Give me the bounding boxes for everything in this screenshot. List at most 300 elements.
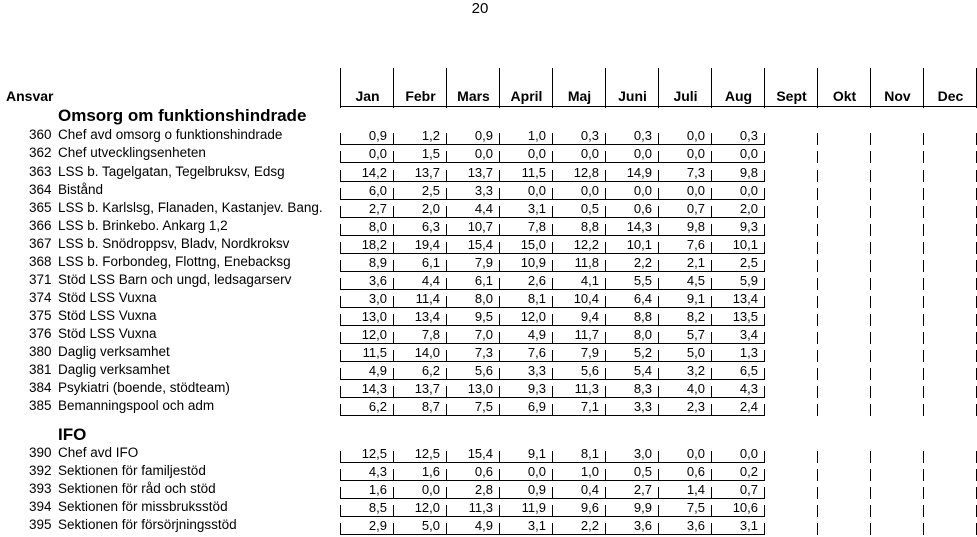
value-cell: 0,9 <box>527 482 546 497</box>
cell-border <box>923 505 924 517</box>
cell-border <box>923 451 924 463</box>
value-cell: 0,3 <box>739 128 758 143</box>
row-name: LSS b. Snödroppsv, Bladv, Nordkroksv <box>58 236 290 251</box>
row-code: 360 <box>29 127 52 142</box>
cell-border <box>923 350 924 362</box>
value-cell: 12,2 <box>573 237 599 252</box>
value-cell: 2,5 <box>421 183 440 198</box>
cell-border <box>923 469 924 481</box>
value-cell: 11,8 <box>574 255 599 270</box>
value-cell: 1,0 <box>580 464 599 479</box>
month-header: Sept <box>776 88 807 104</box>
value-cell: 4,4 <box>474 201 493 216</box>
value-cell: 3,0 <box>368 291 387 306</box>
row-code: 368 <box>29 254 52 269</box>
value-cell: 0,0 <box>739 183 758 198</box>
row-name: Chef avd omsorg o funktionshindrade <box>58 127 283 142</box>
row-code: 371 <box>29 272 52 287</box>
value-cell: 11,3 <box>468 500 493 515</box>
cell-border <box>923 404 924 416</box>
cell-border <box>817 469 818 481</box>
value-cell: 10,6 <box>732 500 758 515</box>
value-cell: 10,7 <box>467 219 493 234</box>
row-underline <box>340 253 765 254</box>
value-cell: 14,2 <box>361 165 387 180</box>
grid-vline <box>552 68 553 108</box>
value-cell: 3,6 <box>686 518 705 533</box>
grid-vline <box>446 68 447 108</box>
grid-vline <box>870 68 871 108</box>
grid-vline <box>817 68 818 108</box>
value-cell: 6,1 <box>421 255 440 270</box>
row-underline <box>340 289 765 290</box>
value-cell: 6,2 <box>368 399 387 414</box>
cell-border <box>923 332 924 344</box>
value-cell: 4,1 <box>580 273 599 288</box>
value-cell: 4,0 <box>686 381 705 396</box>
value-cell: 11,7 <box>574 327 599 342</box>
value-cell: 13,5 <box>732 309 758 324</box>
value-cell: 2,8 <box>474 482 493 497</box>
value-cell: 2,3 <box>686 399 705 414</box>
value-cell: 5,0 <box>421 518 440 533</box>
value-cell: 0,6 <box>686 464 705 479</box>
value-cell: 0,0 <box>474 146 493 161</box>
row-underline <box>340 217 765 218</box>
row-code: 384 <box>29 380 52 395</box>
cell-border <box>870 523 871 535</box>
month-header: Okt <box>832 88 857 104</box>
value-cell: 0,0 <box>739 446 758 461</box>
value-cell: 5,5 <box>633 273 652 288</box>
value-cell: 11,5 <box>521 165 546 180</box>
value-cell: 13,4 <box>414 309 440 324</box>
value-cell: 4,4 <box>421 273 440 288</box>
value-cell: 8,3 <box>633 381 652 396</box>
value-cell: 8,1 <box>527 291 546 306</box>
month-header: Dec <box>937 88 964 104</box>
cell-border <box>870 206 871 218</box>
value-cell: 2,7 <box>368 201 387 216</box>
value-cell: 6,9 <box>527 399 546 414</box>
value-cell: 0,0 <box>739 146 758 161</box>
value-cell: 5,9 <box>739 273 758 288</box>
cell-border <box>923 278 924 290</box>
value-cell: 11,5 <box>362 345 387 360</box>
value-cell: 2,5 <box>739 255 758 270</box>
value-cell: 12,8 <box>573 165 599 180</box>
value-cell: 0,0 <box>580 183 599 198</box>
row-code: 376 <box>29 326 52 341</box>
value-cell: 0,3 <box>580 128 599 143</box>
cell-border <box>870 487 871 499</box>
value-cell: 13,0 <box>361 309 387 324</box>
cell-border <box>817 404 818 416</box>
cell-border <box>870 151 871 163</box>
cell-border <box>817 505 818 517</box>
month-header: Juni <box>618 88 647 104</box>
row-underline <box>340 325 765 326</box>
cell-border <box>923 368 924 380</box>
month-header: April <box>510 88 543 104</box>
cell-border <box>817 224 818 236</box>
cell-border <box>870 368 871 380</box>
value-cell: 2,2 <box>633 255 652 270</box>
value-cell: 10,4 <box>573 291 599 306</box>
value-cell: 1,6 <box>368 482 387 497</box>
value-cell: 0,0 <box>686 183 705 198</box>
row-code: 392 <box>29 463 52 478</box>
cell-border <box>870 170 871 182</box>
value-cell: 10,9 <box>520 255 546 270</box>
cell-border <box>870 469 871 481</box>
value-cell: 11,9 <box>521 500 546 515</box>
row-underline <box>340 397 765 398</box>
value-cell: 0,4 <box>580 482 599 497</box>
cell-border <box>870 260 871 272</box>
page-number: 20 <box>471 0 489 17</box>
value-cell: 9,9 <box>633 500 652 515</box>
cell-border <box>817 451 818 463</box>
value-cell: 1,6 <box>421 464 440 479</box>
grid-vline <box>393 68 394 108</box>
cell-border <box>870 451 871 463</box>
row-code: 365 <box>29 200 52 215</box>
cell-border <box>870 224 871 236</box>
cell-border <box>923 314 924 326</box>
row-name: Stöd LSS Vuxna <box>58 326 157 341</box>
row-underline <box>340 144 765 145</box>
value-cell: 13,7 <box>414 381 440 396</box>
value-cell: 9,8 <box>686 219 705 234</box>
cell-border <box>923 206 924 218</box>
value-cell: 8,1 <box>580 446 599 461</box>
value-cell: 6,1 <box>474 273 493 288</box>
row-name: Sektionen för missbruksstöd <box>58 499 228 514</box>
value-cell: 3,3 <box>474 183 493 198</box>
value-cell: 0,0 <box>368 146 387 161</box>
value-cell: 4,3 <box>368 464 387 479</box>
value-cell: 18,2 <box>361 237 387 252</box>
row-code: 362 <box>29 145 52 160</box>
value-cell: 0,9 <box>368 128 387 143</box>
value-cell: 4,5 <box>686 273 705 288</box>
row-underline <box>340 235 765 236</box>
cell-border <box>870 332 871 344</box>
value-cell: 2,2 <box>580 518 599 533</box>
value-cell: 0,0 <box>686 128 705 143</box>
value-cell: 12,0 <box>414 500 440 515</box>
value-cell: 6,0 <box>368 183 387 198</box>
value-cell: 0,0 <box>633 146 652 161</box>
value-cell: 3,3 <box>633 399 652 414</box>
row-name: Chef avd IFO <box>58 445 139 460</box>
row-underline <box>340 271 765 272</box>
cell-border <box>923 133 924 145</box>
value-cell: 0,7 <box>739 482 758 497</box>
value-cell: 15,4 <box>467 237 493 252</box>
row-code: 395 <box>29 517 52 532</box>
value-cell: 7,8 <box>421 327 440 342</box>
value-cell: 2,4 <box>739 399 758 414</box>
row-code: 363 <box>29 164 52 179</box>
grid-vline <box>923 68 924 108</box>
row-underline <box>340 462 765 463</box>
value-cell: 8,9 <box>368 255 387 270</box>
value-cell: 0,0 <box>580 146 599 161</box>
value-cell: 8,0 <box>368 219 387 234</box>
row-name: LSS b. Brinkebo. Ankarg 1,2 <box>58 218 228 233</box>
value-cell: 0,6 <box>633 201 652 216</box>
cell-border <box>817 170 818 182</box>
grid-vline <box>764 68 765 108</box>
value-cell: 7,6 <box>527 345 546 360</box>
value-cell: 1,2 <box>421 128 440 143</box>
value-cell: 0,0 <box>527 464 546 479</box>
row-name: Stöd LSS Vuxna <box>58 290 157 305</box>
cell-border <box>923 487 924 499</box>
value-cell: 8,8 <box>580 219 599 234</box>
row-underline <box>340 415 765 416</box>
value-cell: 5,2 <box>633 345 652 360</box>
row-code: 390 <box>29 445 52 460</box>
cell-border <box>870 386 871 398</box>
value-cell: 0,7 <box>686 201 705 216</box>
row-underline <box>340 343 765 344</box>
value-cell: 2,9 <box>368 518 387 533</box>
value-cell: 7,5 <box>474 399 493 414</box>
row-code: 394 <box>29 499 52 514</box>
month-header: Jan <box>355 88 380 104</box>
value-cell: 10,1 <box>732 237 758 252</box>
value-cell: 9,1 <box>527 446 546 461</box>
row-underline <box>340 162 765 163</box>
value-cell: 1,0 <box>527 128 546 143</box>
row-code: 393 <box>29 481 52 496</box>
cell-border <box>870 314 871 326</box>
header-bottom-line <box>340 106 977 107</box>
cell-border <box>817 151 818 163</box>
value-cell: 7,3 <box>686 165 705 180</box>
cell-border <box>870 278 871 290</box>
value-cell: 8,0 <box>633 327 652 342</box>
row-name: Sektionen för råd och stöd <box>58 481 216 496</box>
row-name: Sektionen för familjestöd <box>58 463 206 478</box>
cell-border <box>817 487 818 499</box>
value-cell: 6,2 <box>421 363 440 378</box>
value-cell: 3,1 <box>527 201 546 216</box>
row-name: Chef utvecklingsenheten <box>58 145 206 160</box>
value-cell: 5,4 <box>633 363 652 378</box>
cell-border <box>817 296 818 308</box>
value-cell: 7,1 <box>580 399 599 414</box>
cell-border <box>817 206 818 218</box>
value-cell: 3,0 <box>633 446 652 461</box>
value-cell: 7,8 <box>527 219 546 234</box>
value-cell: 0,0 <box>686 446 705 461</box>
value-cell: 7,9 <box>474 255 493 270</box>
value-cell: 13,4 <box>732 291 758 306</box>
cell-border <box>817 133 818 145</box>
value-cell: 3,6 <box>368 273 387 288</box>
cell-border <box>817 332 818 344</box>
row-code: 380 <box>29 344 52 359</box>
value-cell: 9,6 <box>580 500 599 515</box>
value-cell: 0,5 <box>580 201 599 216</box>
row-code: 367 <box>29 236 52 251</box>
row-underline <box>340 516 765 517</box>
cell-border <box>817 260 818 272</box>
section-title: IFO <box>58 425 87 444</box>
cell-border <box>923 296 924 308</box>
cell-border <box>923 170 924 182</box>
cell-border <box>817 314 818 326</box>
row-name: LSS b. Forbondeg, Flottng, Enebacksg <box>58 254 291 269</box>
value-cell: 2,7 <box>633 482 652 497</box>
value-cell: 0,0 <box>421 482 440 497</box>
grid-vline <box>340 68 341 108</box>
month-header: Nov <box>884 88 911 104</box>
value-cell: 12,5 <box>361 446 387 461</box>
month-header: Maj <box>567 88 592 104</box>
value-cell: 8,0 <box>474 291 493 306</box>
value-cell: 12,0 <box>520 309 546 324</box>
value-cell: 12,5 <box>414 446 440 461</box>
cell-border <box>817 386 818 398</box>
cell-border <box>870 505 871 517</box>
value-cell: 14,3 <box>361 381 387 396</box>
value-cell: 9,3 <box>527 381 546 396</box>
row-name: Psykiatri (boende, stödteam) <box>58 380 230 395</box>
row-name: Sektionen för försörjningsstöd <box>58 517 237 532</box>
row-code: 364 <box>29 182 52 197</box>
value-cell: 0,0 <box>633 183 652 198</box>
month-header: Juli <box>673 88 698 104</box>
value-cell: 2,0 <box>421 201 440 216</box>
ansvar-header: Ansvar <box>6 88 54 104</box>
cell-border <box>923 188 924 200</box>
value-cell: 8,5 <box>368 500 387 515</box>
cell-border <box>870 404 871 416</box>
cell-border <box>817 242 818 254</box>
grid-vline <box>605 68 606 108</box>
value-cell: 4,3 <box>739 381 758 396</box>
value-cell: 9,3 <box>739 219 758 234</box>
value-cell: 19,4 <box>414 237 440 252</box>
cell-border <box>923 260 924 272</box>
row-underline <box>340 307 765 308</box>
value-cell: 15,0 <box>520 237 546 252</box>
value-cell: 14,9 <box>626 165 652 180</box>
cell-border <box>870 296 871 308</box>
cell-border <box>923 386 924 398</box>
row-underline <box>340 361 765 362</box>
grid-vline <box>499 68 500 108</box>
row-name: Bistånd <box>58 182 104 197</box>
value-cell: 0,3 <box>633 128 652 143</box>
value-cell: 6,5 <box>739 363 758 378</box>
value-cell: 4,9 <box>527 327 546 342</box>
value-cell: 8,7 <box>421 399 440 414</box>
value-cell: 9,5 <box>474 309 493 324</box>
value-cell: 5,6 <box>580 363 599 378</box>
row-underline <box>340 199 765 200</box>
value-cell: 7,3 <box>474 345 493 360</box>
value-cell: 7,6 <box>686 237 705 252</box>
value-cell: 2,1 <box>686 255 705 270</box>
value-cell: 12,0 <box>361 327 387 342</box>
cell-border <box>817 188 818 200</box>
value-cell: 11,4 <box>415 291 440 306</box>
row-code: 366 <box>29 218 52 233</box>
cell-border <box>923 224 924 236</box>
cell-border <box>870 242 871 254</box>
value-cell: 1,4 <box>686 482 705 497</box>
value-cell: 0,6 <box>474 464 493 479</box>
value-cell: 5,7 <box>686 327 705 342</box>
value-cell: 0,0 <box>686 146 705 161</box>
value-cell: 2,6 <box>527 273 546 288</box>
cell-border <box>817 368 818 380</box>
month-header: Aug <box>724 88 753 104</box>
value-cell: 3,6 <box>633 518 652 533</box>
grid-vline <box>658 68 659 108</box>
value-cell: 15,4 <box>467 446 493 461</box>
value-cell: 3,3 <box>527 363 546 378</box>
value-cell: 8,8 <box>633 309 652 324</box>
section-title: Omsorg om funktionshindrade <box>58 106 307 125</box>
value-cell: 4,9 <box>474 518 493 533</box>
row-underline <box>340 534 765 535</box>
row-underline <box>340 181 765 182</box>
value-cell: 7,9 <box>580 345 599 360</box>
cell-border <box>923 523 924 535</box>
cell-border <box>870 188 871 200</box>
value-cell: 6,3 <box>421 219 440 234</box>
value-cell: 1,5 <box>421 146 440 161</box>
value-cell: 0,0 <box>527 183 546 198</box>
value-cell: 14,3 <box>626 219 652 234</box>
row-name: Stöd LSS Vuxna <box>58 308 157 323</box>
row-name: LSS b. Tagelgatan, Tegelbruksv, Edsg <box>58 164 285 179</box>
row-underline <box>340 498 765 499</box>
value-cell: 0,9 <box>474 128 493 143</box>
value-cell: 3,1 <box>527 518 546 533</box>
value-cell: 5,0 <box>686 345 705 360</box>
value-cell: 1,3 <box>739 345 758 360</box>
row-name: Daglig verksamhet <box>58 362 170 377</box>
value-cell: 0,5 <box>633 464 652 479</box>
row-underline <box>340 379 765 380</box>
value-cell: 9,1 <box>686 291 705 306</box>
cell-border <box>923 151 924 163</box>
value-cell: 6,4 <box>633 291 652 306</box>
value-cell: 10,1 <box>626 237 652 252</box>
row-name: Stöd LSS Barn och ungd, ledsagarserv <box>58 272 292 287</box>
value-cell: 0,2 <box>739 464 758 479</box>
row-name: Daglig verksamhet <box>58 344 170 359</box>
value-cell: 0,0 <box>527 146 546 161</box>
value-cell: 11,3 <box>574 381 599 396</box>
cell-border <box>817 278 818 290</box>
value-cell: 9,4 <box>580 309 599 324</box>
value-cell: 14,0 <box>414 345 440 360</box>
row-code: 385 <box>29 398 52 413</box>
row-name: Bemanningspool och adm <box>58 398 215 413</box>
cell-border <box>870 133 871 145</box>
value-cell: 3,1 <box>739 518 758 533</box>
value-cell: 2,0 <box>739 201 758 216</box>
